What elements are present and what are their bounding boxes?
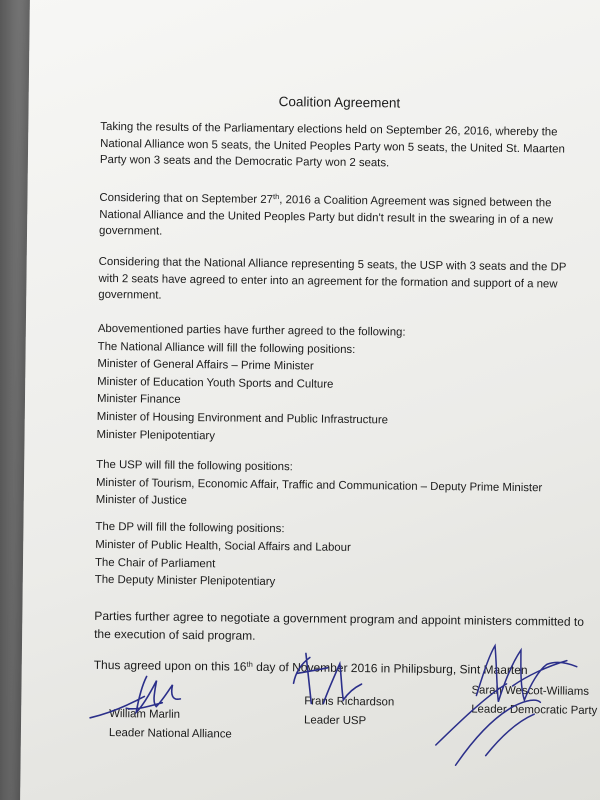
- text-line: The National Alliance will fill the following positions:: [97, 340, 356, 356]
- text-line: Parties further agree to negotiate a government program and appoint ministers committed to: [94, 608, 585, 629]
- paragraph-election-results: [100, 119, 600, 175]
- paragraph-usp-positions: [96, 457, 600, 516]
- position-item: The Deputy Minister Plenipotentiary: [94, 574, 276, 589]
- text-line: government.: [98, 224, 163, 238]
- text-fragment: Considering that on September 27: [99, 191, 274, 206]
- text-line: National Alliance won 5 seats, the United Peoples Party won 5 seats, the United St. Maarten: [100, 137, 565, 156]
- text-line: the execution of said program.: [94, 626, 256, 643]
- text-line: Party won 3 seats and the Democratic Party won 2 seats.: [99, 153, 390, 170]
- paper-sheet: [20, 0, 600, 800]
- signature-marlin: [86, 666, 207, 737]
- paragraph-national-alliance-positions: [96, 321, 600, 450]
- text-line: Abovementioned parties have further agreed to the following:: [97, 322, 406, 339]
- text-line: The USP will fill the following positions:: [96, 458, 293, 474]
- paragraph-prior-agreement: [99, 187, 600, 246]
- ordinal-suffix: th: [272, 191, 280, 202]
- ordinal-suffix: th: [246, 659, 253, 669]
- position-item: The Chair of Parliament: [94, 556, 216, 570]
- paragraph-formation: [98, 254, 600, 310]
- text-line: The DP will fill the following positions:: [95, 520, 285, 536]
- position-item: Minister of Justice: [95, 494, 187, 508]
- text-line: Considering that the National Alliance representing 5 seats, the USP with 3 seats and the DP: [98, 255, 567, 274]
- text-line: National Alliance and the United Peoples Party but didn't result in the swearing in of a new: [99, 208, 553, 226]
- signatory-name: Frans Richardson: [304, 695, 395, 709]
- text-line: with 2 seats have agreed to enter into an agreement for the formation and support of a new: [98, 272, 558, 290]
- position-item: Minister of General Affairs – Prime Minister: [97, 358, 314, 373]
- signatory-role: Leader National Alliance: [108, 727, 232, 741]
- paragraph-dp-positions: [95, 519, 600, 597]
- position-item: Minister of Housing Environment and Public Infrastructure: [96, 410, 389, 427]
- position-item: Minister Finance: [96, 393, 181, 407]
- position-item: Minister of Education Youth Sports and Culture: [97, 375, 334, 391]
- position-item: Minister of Tourism, Economic Affair, Traffic and Communication – Deputy Prime Minister: [95, 476, 543, 494]
- document-title: Coalition Agreement: [278, 94, 401, 111]
- text-fragment: , 2016 a Coalition Agreement was signed between the: [279, 194, 552, 210]
- signatory-name: Sarah Wescot-Williams: [471, 684, 590, 698]
- text-fragment: Thus agreed upon on this 16: [93, 657, 247, 674]
- signatory-role: Leader Democratic Party: [471, 703, 598, 717]
- text-line: government.: [98, 288, 162, 302]
- signatory-role: Leader USP: [304, 714, 367, 728]
- signature-wescot-williams: [415, 625, 592, 777]
- text-line: Taking the results of the Parliamentary elections held on September 26, 2016, whereby the: [100, 120, 558, 139]
- position-item: Minister of Public Health, Social Affairs and Labour: [95, 538, 351, 554]
- signature-richardson: [283, 643, 374, 719]
- text-fragment: day of November 2016 in Philipsburg, Sint Maarten: [252, 659, 528, 678]
- position-item: Minister Plenipotentiary: [96, 428, 216, 442]
- signatory-name: William Marlin: [109, 708, 181, 721]
